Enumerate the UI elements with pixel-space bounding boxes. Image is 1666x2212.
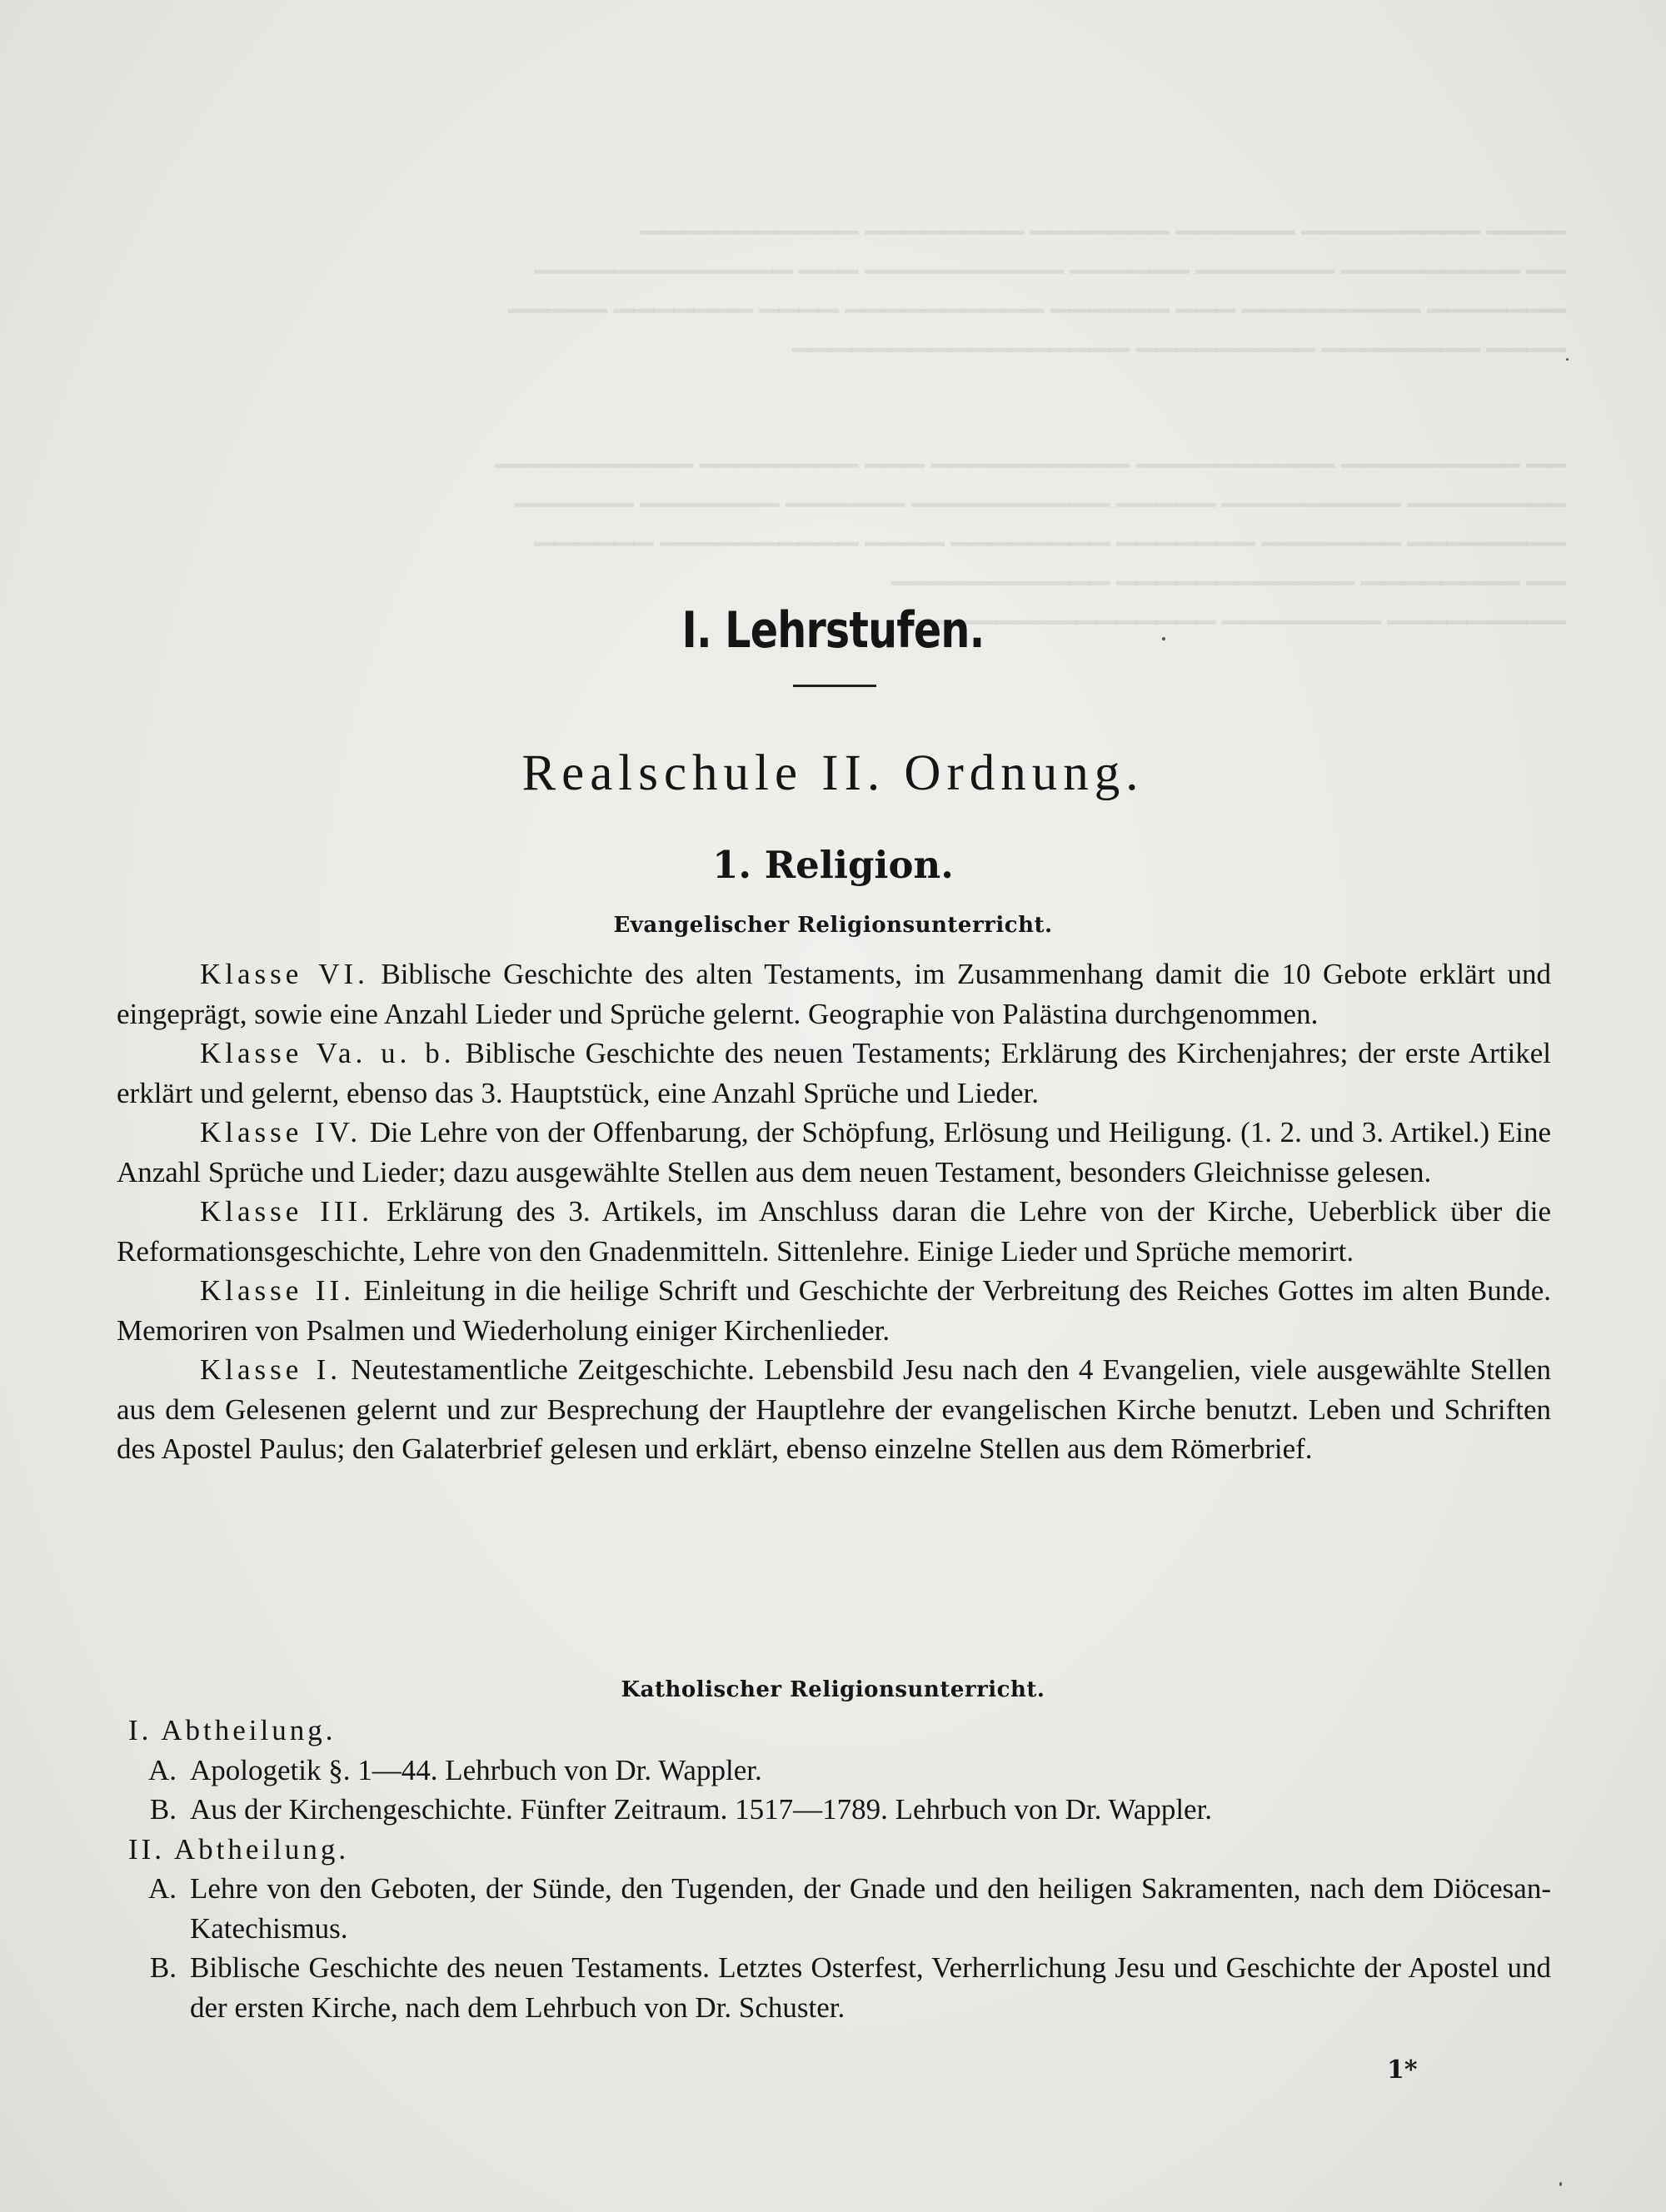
page-number: 1* [1387, 2055, 1418, 2085]
ink-speck [1559, 2182, 1562, 2186]
item-text: Biblische Geschichte des neuen Testaments. Letztes Osterfest, Verherrlichung Jesu und Geschichte der Apostel und der ersten Kirche, nach dem Lehrbuch von Dr. Schuster. [190, 1951, 1551, 2024]
klasse-text: Erklärung des 3. Artikels, im Anschluss daran die Lehre von der Kirche, Ueberblick über die Reformationsgeschichte, Lehre von den Gnadenmitteln. Sittenlehre. Einige Lieder und Sprüche memorirt. [117, 1195, 1552, 1268]
school-title: Realschule II. Ordnung. [521, 745, 1145, 801]
list-item [117, 1751, 1551, 1791]
klasse-text: Die Lehre von der Offenbarung, der Schöpfung, Erlösung und Heiligung. (1. 2. und 3. Artikel.) Eine Anzahl Sprüche und Lieder; dazu ausgewählte Stellen aus dem neuen Testament, besonders Gleichnisse gelesen. [117, 1116, 1551, 1188]
klasse-text: Biblische Geschichte des alten Testaments, im Zusammenhang damit die 10 Gebote erklärt und eingeprägt, sowie eine Anzahl Lieder und Sprüche gelernt. Geographie von Palästina durchgenommen. [117, 958, 1552, 1030]
item-text: Lehre von den Geboten, der Sünde, den Tugenden, der Gnade und den heiligen Sakramenten, nach dem Diöcesan-Katechismus. [190, 1872, 1551, 1945]
catholic-heading: Katholischer Religionsunterricht. [621, 1677, 1045, 1702]
klasse-label: Klasse Va. u. b. [200, 1037, 456, 1069]
klasse-label: Klasse VI. [200, 958, 369, 990]
klasse-paragraph [117, 1192, 1551, 1271]
klasse-text: Einleitung in die heilige Schrift und Geschichte der Verbreitung des Reiches Gottes im alten Bunde. Memoriren von Psalmen und Wiederholung einiger Kirchenlieder. [117, 1274, 1552, 1347]
ink-speck [1566, 358, 1569, 361]
bleed-through-top: ▁▁▁▁ ▁▁▁▁▁▁▁▁▁ ▁▁▁▁▁▁ ▁▁▁▁▁▁▁ ▁▁▁▁▁▁▁▁ ▁▁▁▁▁▁▁▁▁▁▁ ▁▁ ▁▁▁▁▁▁▁▁▁ ▁▁▁▁▁▁▁ ▁▁▁▁▁▁ ▁▁▁▁▁▁▁▁▁▁ ▁▁▁ ▁▁▁▁▁▁▁▁▁▁▁▁▁ ▁▁▁▁▁▁▁ ▁▁▁▁▁▁▁▁▁ ▁▁▁ ▁▁▁▁▁▁ ▁▁▁▁▁▁▁▁▁▁ ▁▁▁▁ ▁▁▁▁▁▁▁ ▁▁▁▁▁ ▁▁▁▁ ▁▁▁▁▁▁▁▁ ▁▁▁▁▁▁▁▁▁ ▁▁▁▁▁▁▁▁▁▁▁▁▁▁▁▁▁ [507, 205, 1566, 351]
klasse-paragraph [117, 954, 1551, 1034]
klasse-text: Neutestamentliche Zeitgeschichte. Lebensbild Jesu nach den 4 Evangelien, viele ausgewählte Stellen aus dem Gelesenen gelernt und zur Besprechung der Hauptlehre der evangelischen Kirche benutzt. Leben und Schriften des Apostel Paulus; den Galaterbrief gelesen und erklärt, ebenso einzelne Stellen aus dem Römerbrief. [117, 1353, 1551, 1465]
klasse-label: Klasse IV. [200, 1116, 362, 1148]
klasse-paragraph [117, 1113, 1551, 1192]
item-text: Aus der Kirchengeschichte. Fünfter Zeitraum. 1517—1789. Lehrbuch von Dr. Wappler. [190, 1793, 1213, 1826]
bleed-through-middle: ▁▁ ▁▁▁▁▁▁▁▁▁ ▁▁▁▁▁▁▁▁▁▁ ▁▁▁▁▁▁▁▁▁▁ ▁▁▁ ▁▁▁▁▁▁▁▁ ▁▁▁▁▁▁▁▁▁▁ ▁▁▁▁▁▁▁▁ ▁▁▁▁▁▁▁▁▁ ▁▁▁▁▁ ▁▁▁▁▁▁▁▁▁▁ ▁▁▁▁▁▁ ▁▁▁▁▁▁▁ ▁▁▁▁▁▁ ▁▁▁▁▁▁▁▁ ▁▁▁▁▁▁▁ ▁▁▁▁▁▁▁ ▁▁▁▁▁▁▁▁ ▁▁▁▁ ▁▁▁▁▁▁▁▁▁▁ ▁▁▁▁▁▁ ▁▁ ▁▁▁▁▁▁▁▁ ▁▁▁▁▁▁▁▁▁▁▁▁ ▁▁▁▁▁▁▁▁▁▁▁ ▁▁▁▁▁▁▁▁▁ ▁▁▁▁▁▁▁▁ ▁▁▁▁▁▁▁▁▁▁▁▁▁▁▁ [494, 438, 1566, 624]
list-item [117, 1869, 1551, 1948]
klasse-paragraph [117, 1034, 1551, 1113]
item-marker: B. [149, 1951, 177, 1984]
klasse-label: Klasse II. [200, 1274, 355, 1307]
list-item [117, 1790, 1551, 1830]
item-marker: A. [147, 1872, 177, 1905]
item-text: Apologetik §. 1—44. Lehrbuch von Dr. Wappler. [190, 1753, 762, 1786]
abteilung-label: I. Abtheilung. [128, 1714, 337, 1746]
klasse-label: Klasse I. [200, 1353, 342, 1386]
evangelical-section [117, 954, 1551, 1469]
klasse-label: Klasse III. [200, 1195, 373, 1228]
catholic-section [117, 1711, 1551, 2027]
evangelical-heading: Evangelischer Religionsunterricht. [613, 913, 1053, 938]
list-item [117, 1948, 1551, 2027]
klasse-paragraph [117, 1271, 1551, 1350]
subject-title: 1. Religion. [712, 843, 954, 887]
abteilung-label: II. Abtheilung. [128, 1832, 350, 1866]
klasse-text: Biblische Geschichte des neuen Testaments; Erklärung des Kirchenjahres; der erste Artikel erklärt und gelernt, ebenso das 3. Hauptstück, eine Anzahl Sprüche und Lieder. [117, 1037, 1552, 1109]
ink-speck [1162, 637, 1165, 640]
item-marker: A. [147, 1753, 177, 1786]
item-marker: B. [149, 1793, 177, 1826]
klasse-paragraph [117, 1350, 1551, 1469]
divider [793, 685, 876, 687]
section-heading: I. Lehrstufen. [681, 601, 985, 660]
